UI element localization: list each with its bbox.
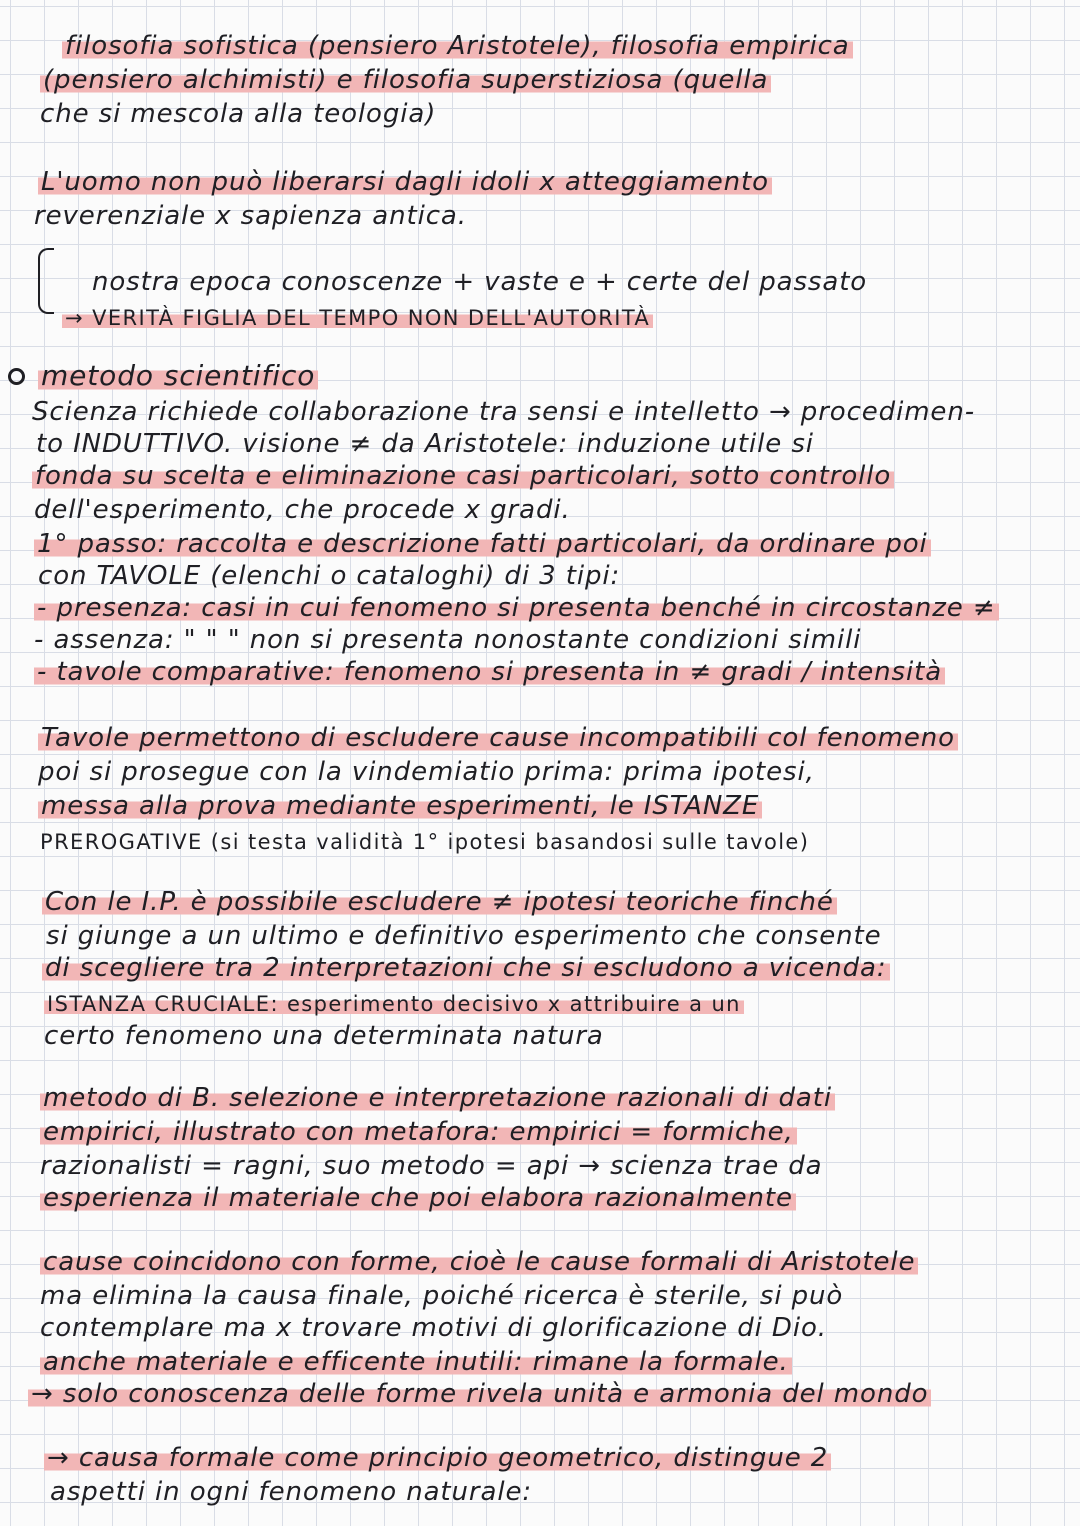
note-line	[34, 624, 861, 656]
note-line	[40, 1116, 797, 1148]
note-line	[34, 494, 571, 526]
note-text: esperienza il materiale che poi elabora razionalmente	[40, 1183, 796, 1213]
note-text: si giunge a un ultimo e definitivo esperimento che consente	[46, 921, 882, 951]
note-line	[42, 952, 890, 984]
note-text: che si mescola alla teologia)	[40, 99, 437, 129]
note-line	[36, 428, 814, 460]
note-line	[34, 200, 467, 232]
note-line	[40, 1280, 843, 1312]
note-text: messa alla prova mediante esperimenti, le ISTANZE	[38, 791, 762, 821]
note-line	[40, 98, 436, 130]
note-line	[40, 1182, 796, 1214]
note-line	[42, 886, 837, 918]
note-text: metodo di B. selezione e interpretazione razionali di dati	[40, 1083, 835, 1113]
note-line	[40, 64, 771, 96]
note-text: reverenziale x sapienza antica.	[34, 201, 467, 231]
note-text: PREROGATIVE (si testa validità 1° ipotesi basandosi sulle tavole)	[40, 830, 810, 854]
note-line	[38, 756, 815, 788]
note-text: filosofia sofistica (pensiero Aristotele), filosofia empirica	[62, 31, 853, 61]
note-text: cause coincidono con forme, cioè le cause formali di Aristotele	[40, 1247, 918, 1277]
note-line	[40, 1246, 918, 1278]
note-line	[38, 560, 620, 592]
note-text: 1° passo: raccolta e descrizione fatti particolari, da ordinare poi	[34, 529, 931, 559]
note-text: anche materiale e efficente inutili: rimane la formale.	[40, 1347, 792, 1377]
note-text: ma elimina la causa finale, poiché ricerca è sterile, si può	[40, 1281, 844, 1311]
note-line	[40, 1082, 835, 1114]
note-text: nostra epoca conoscenze + vaste e + certe del passato	[92, 267, 868, 297]
note-text: to INDUTTIVO. visione ≠ da Aristotele: induzione utile si	[36, 429, 814, 459]
note-line	[44, 1020, 604, 1052]
note-line	[32, 396, 975, 428]
note-text: fonda su scelta e eliminazione casi particolari, sotto controllo	[32, 461, 894, 491]
note-line	[62, 30, 853, 62]
note-line	[38, 722, 958, 754]
note-text: - presenza: casi in cui fenomeno si presenta benché in circostanze ≠	[34, 593, 999, 623]
heading-text: metodo scientifico	[38, 359, 318, 392]
note-text: - assenza: " " " non si presenta nonostante condizioni simili	[34, 625, 862, 655]
note-text: razionalisti = ragni, suo metodo = api → scienza trae da	[40, 1151, 823, 1181]
note-text: contemplare ma x trovare motivi di glorificazione di Dio.	[40, 1313, 827, 1343]
note-text: certo fenomeno una determinata natura	[44, 1021, 604, 1051]
bracket-arrow-icon	[38, 248, 54, 314]
note-text: Scienza richiede collaborazione tra sensi e intelletto → procedimen-	[32, 397, 975, 427]
note-line	[62, 302, 653, 334]
section-heading	[38, 360, 318, 392]
note-text: di scegliere tra 2 interpretazioni che si escludono a vicenda:	[42, 953, 890, 983]
note-text: (pensiero alchimisti) e filosofia superstiziosa (quella	[40, 65, 771, 95]
note-text: → solo conoscenza delle forme rivela unità e armonia del mondo	[28, 1379, 931, 1409]
note-text: - tavole comparative: fenomeno si presenta in ≠ gradi / intensità	[34, 657, 945, 687]
note-line	[28, 1378, 931, 1410]
note-line	[50, 1476, 532, 1508]
note-line	[46, 920, 882, 952]
note-line	[44, 1442, 831, 1474]
note-line	[44, 988, 744, 1020]
note-text: L'uomo non può liberarsi dagli idoli x atteggiamento	[38, 167, 772, 197]
note-line	[40, 826, 809, 858]
note-line	[38, 790, 762, 822]
note-text: con TAVOLE (elenchi o cataloghi) di 3 tipi:	[38, 561, 621, 591]
note-text: poi si prosegue con la vindemiatio prima: prima ipotesi,	[38, 757, 815, 787]
note-text: → causa formale come principio geometrico, distingue 2	[44, 1443, 831, 1473]
note-line	[40, 1150, 823, 1182]
note-text: ISTANZA CRUCIALE: esperimento decisivo x attribuire a un	[44, 992, 744, 1016]
note-line	[40, 1312, 827, 1344]
note-line	[34, 656, 945, 688]
note-text: Con le I.P. è possibile escludere ≠ ipotesi teoriche finché	[42, 887, 837, 917]
note-text: Tavole permettono di escludere cause incompatibili col fenomeno	[38, 723, 958, 753]
bullet-icon	[8, 368, 25, 385]
note-text: → VERITÀ FIGLIA DEL TEMPO NON DELL'AUTORITÀ	[62, 306, 653, 330]
note-text: dell'esperimento, che procede x gradi.	[34, 495, 571, 525]
note-line	[40, 1346, 792, 1378]
note-line	[34, 528, 931, 560]
note-line	[32, 460, 894, 492]
note-line	[34, 592, 999, 624]
note-line	[92, 266, 867, 298]
note-line	[38, 166, 772, 198]
note-text: empirici, illustrato con metafora: empirici = formiche,	[40, 1117, 797, 1147]
note-text: aspetti in ogni fenomeno naturale:	[50, 1477, 532, 1507]
